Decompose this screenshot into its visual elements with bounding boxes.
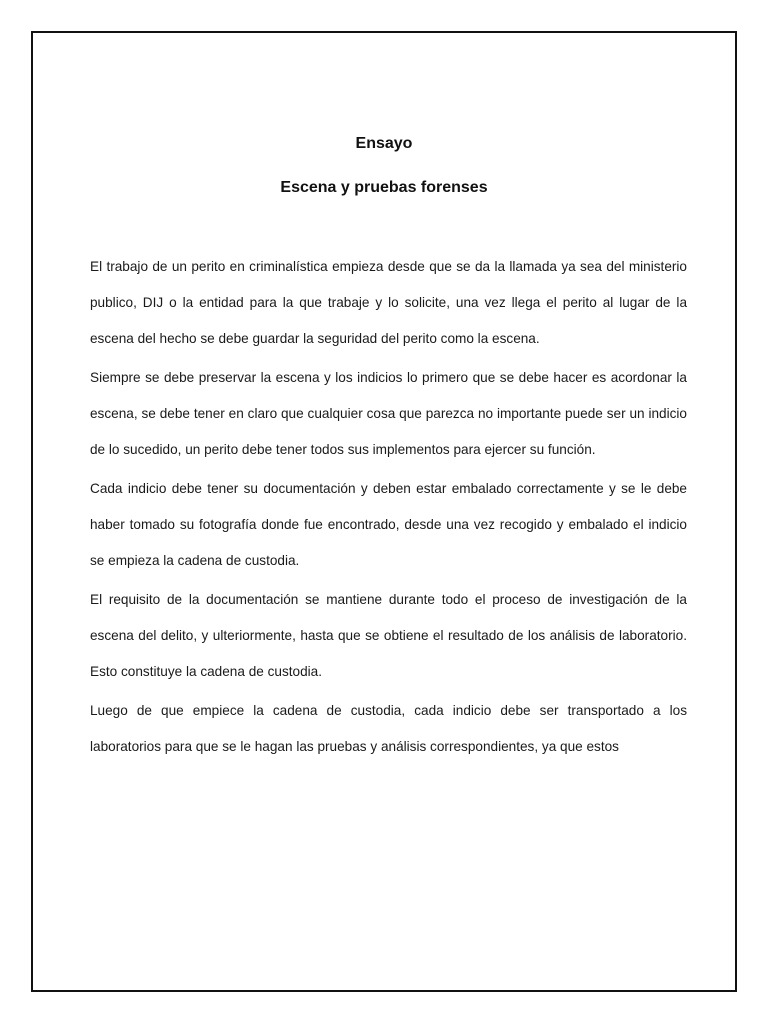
paragraph-5: Luego de que empiece la cadena de custodia, cada indicio debe ser transportado a los laboratorios para que se le hagan las pruebas y análisis correspondientes, ya que estos	[90, 703, 687, 754]
paragraph-1: El trabajo de un perito en criminalística empieza desde que se da la llamada ya sea del ministerio publico, DIJ o la entidad para la que trabaje y lo solicite, una vez llega el perito al lugar de la escena del hecho se debe guardar la seguridad del perito como la escena.	[90, 259, 687, 346]
document-subtitle: Escena y pruebas forenses	[280, 179, 488, 196]
paragraph-4: El requisito de la documentación se mantiene durante todo el proceso de investigación de la escena del delito, y ulteriormente, hasta que se obtiene el resultado de los análisis de laboratorio. Esto constituye la cadena de custodia.	[90, 592, 687, 679]
document-page	[31, 31, 737, 992]
document-body	[90, 249, 687, 768]
paragraph-3: Cada indicio debe tener su documentación y deben estar embalado correctamente y se le debe haber tomado su fotografía donde fue encontrado, desde una vez recogido y embalado el indicio se empieza la cadena de custodia.	[90, 481, 687, 568]
paragraph-2: Siempre se debe preservar la escena y los indicios lo primero que se debe hacer es acordonar la escena, se debe tener en claro que cualquier cosa que parezca no importante puede ser un indicio de lo sucedido, un perito debe tener todos sus implementos para ejercer su función.	[90, 370, 687, 457]
document-title: Ensayo	[355, 135, 413, 152]
